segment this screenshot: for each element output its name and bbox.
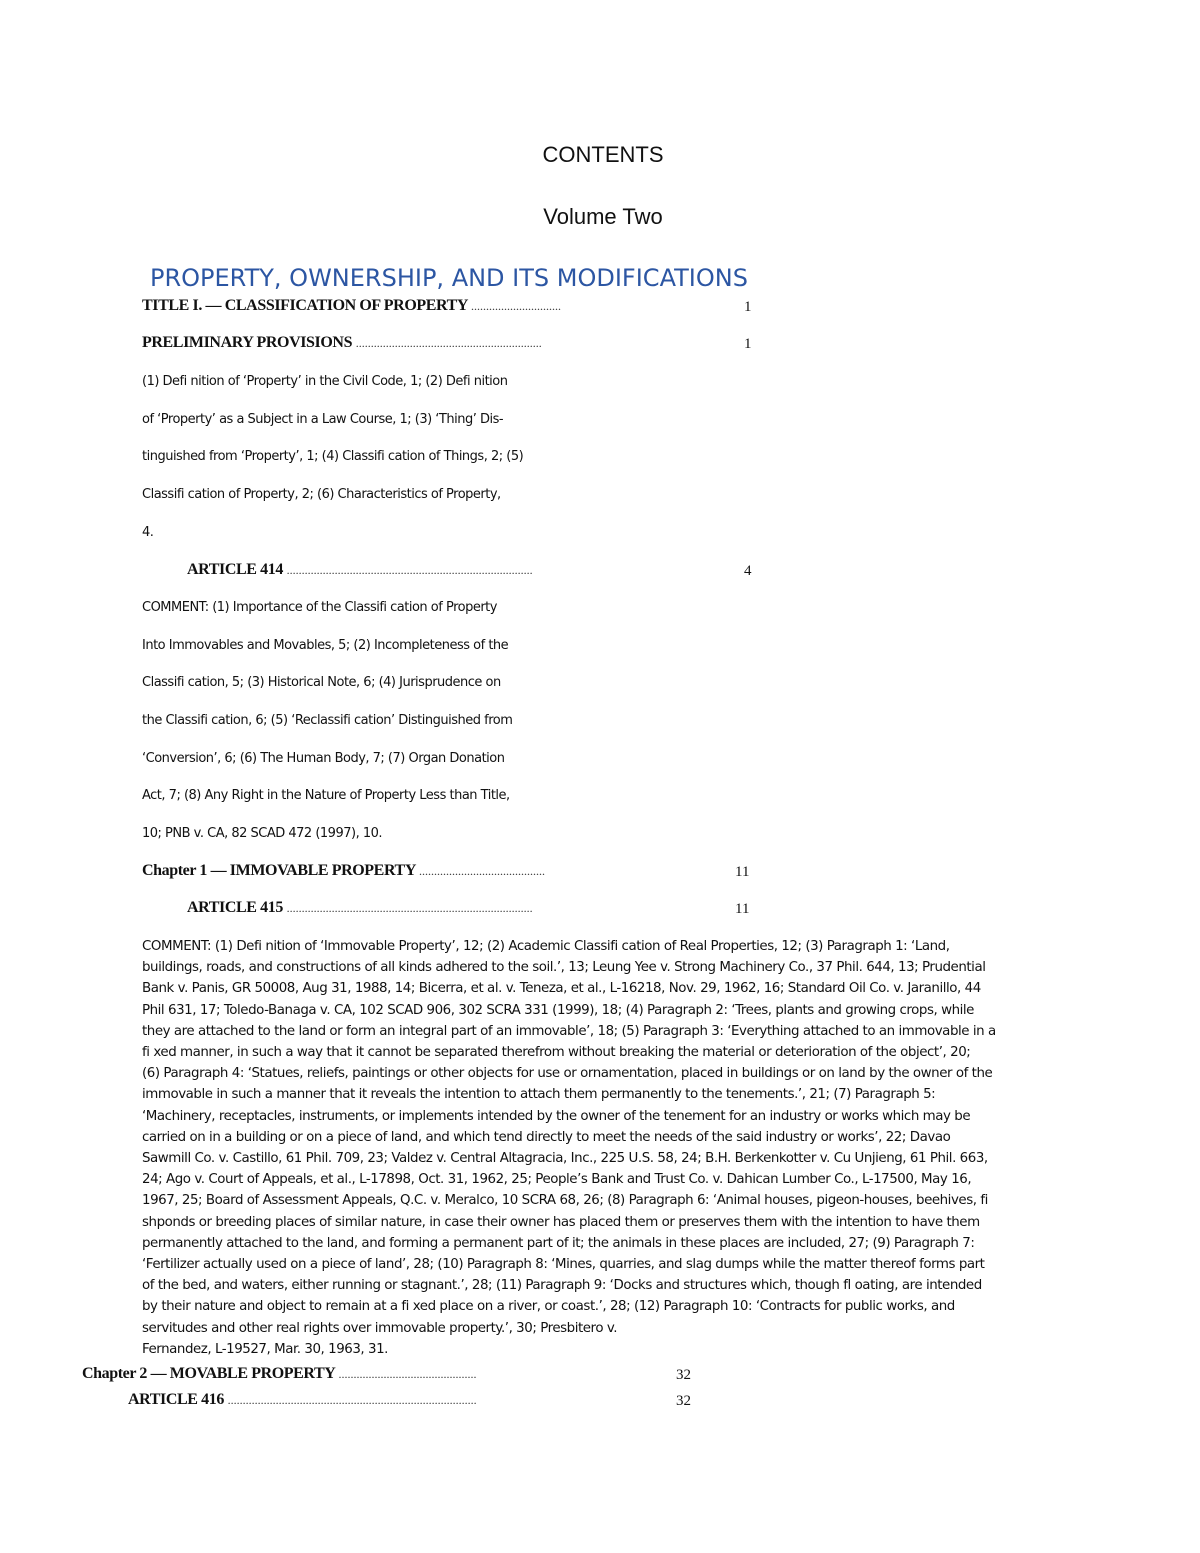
toc-summary-line: Act, 7; (8) Any Right in the Nature of Property Less than Title, bbox=[142, 788, 510, 803]
toc-entry-label: ARTICLE 415 bbox=[187, 899, 283, 916]
toc-summary-line: ‘Fertilizer actually used on a piece of land’, 28; (10) Paragraph 8: ‘Mines, quarries, and slag dumps while the matter thereof forms part bbox=[142, 1257, 985, 1273]
toc-summary-line: Fernandez, L-19527, Mar. 30, 1963, 31. bbox=[142, 1341, 388, 1357]
toc-entry-label: TITLE I. — CLASSIFICATION OF PROPERTY bbox=[142, 297, 468, 314]
toc-page-number: 11 bbox=[735, 864, 750, 880]
toc-summary-line: carried on in a building or on a piece of land, and which tend directly to meet the needs of the said industry or works’, 22; Davao bbox=[142, 1129, 951, 1145]
toc-entry-article-416[interactable] bbox=[128, 1391, 477, 1409]
toc-page-number: 1 bbox=[744, 299, 752, 315]
toc-summary-line: Classifi cation of Property, 2; (6) Characteristics of Property, bbox=[142, 487, 501, 502]
toc-page-number: 32 bbox=[676, 1367, 691, 1383]
toc-summary-paragraph bbox=[142, 936, 1062, 1360]
toc-summary-line: Sawmill Co. v. Castillo, 61 Phil. 709, 23; Valdez v. Central Altagracia, Inc., 225 U.S. 58, 24; B.H. Berkenkotter v. Cu Unjieng, 61 Phil. 663, bbox=[142, 1151, 988, 1167]
toc-summary-line: COMMENT: (1) Defi nition of ‘Immovable Property’, 12; (2) Academic Classifi cation of Real Properties, 12; (3) Paragraph 1: ‘Land, bbox=[142, 939, 950, 954]
toc-entry-label: Chapter 1 — IMMOVABLE PROPERTY bbox=[142, 862, 416, 879]
toc-summary-line: 4. bbox=[142, 525, 154, 540]
toc-summary-line: 24; Ago v. Court of Appeals, et al., L-17898, Oct. 31, 1962, 25; People’s Bank and Trust Co. v. Dahican Lumber Co., L-17500, May 16, bbox=[142, 1172, 972, 1188]
toc-page-number: 4 bbox=[744, 563, 752, 579]
toc-summary-line: of ‘Property’ as a Subject in a Law Course, 1; (3) ‘Thing’ Dis- bbox=[142, 412, 504, 427]
toc-page-number: 32 bbox=[676, 1393, 691, 1409]
toc-summary-line: by their nature and object to remain at a fi xed place on a river, or coast.’, 28; (12) Paragraph 10: ‘Contracts for public works, and bbox=[142, 1299, 955, 1315]
toc-leader-dots: .............................................. bbox=[338, 1367, 477, 1381]
volume-title: Volume Two bbox=[543, 204, 663, 229]
toc-leader-dots: ................................................................................... bbox=[227, 1393, 477, 1407]
page-heading: CONTENTS bbox=[542, 142, 664, 167]
toc-summary-line: 1967, 25; Board of Assessment Appeals, Q.C. v. Meralco, 10 SCRA 68, 26; (8) Paragraph 6: ‘Animal houses, pigeon-houses, beehives, fi bbox=[142, 1193, 988, 1209]
toc-entry-chapter-2[interactable] bbox=[82, 1365, 476, 1383]
toc-summary-line: (1) Defi nition of ‘Property’ in the Civil Code, 1; (2) Defi nition bbox=[142, 374, 508, 389]
toc-summary-line: of the bed, and waters, either running or stagnant.’, 28; (11) Paragraph 9: ‘Docks and structures which, though fl oating, are intended bbox=[142, 1278, 982, 1294]
toc-summary-line: Classifi cation, 5; (3) Historical Note, 6; (4) Jurisprudence on bbox=[142, 675, 501, 690]
toc-summary-line: they are attached to the land or form an integral part of an immovable’, 18; (5) Paragraph 3: ‘Everything attached to an immovable in a bbox=[142, 1023, 996, 1039]
toc-entry-label: PRELIMINARY PROVISIONS bbox=[142, 334, 353, 351]
toc-entry-label: Chapter 2 — MOVABLE PROPERTY bbox=[82, 1365, 335, 1382]
toc-entry-chapter-1[interactable] bbox=[142, 862, 545, 880]
subject-title: PROPERTY, OWNERSHIP, AND ITS MODIFICATIONS bbox=[150, 264, 748, 292]
toc-summary-line: 10; PNB v. CA, 82 SCAD 472 (1997), 10. bbox=[142, 826, 383, 841]
toc-leader-dots: .................................................................................. bbox=[286, 901, 533, 915]
toc-summary-line: fi xed manner, in such a way that it cannot be separated therefrom without breaking the material or deterioration of the object’, 20; bbox=[142, 1045, 971, 1061]
toc-summary-line: (6) Paragraph 4: ‘Statues, reliefs, paintings or other objects for use or ornamentation, placed in buildings or on land by the owner of the bbox=[142, 1066, 993, 1082]
toc-summary-line: ‘Conversion’, 6; (6) The Human Body, 7; (7) Organ Donation bbox=[142, 751, 505, 766]
toc-summary-line: tinguished from ‘Property’, 1; (4) Classifi cation of Things, 2; (5) bbox=[142, 449, 524, 464]
toc-entry-label: ARTICLE 414 bbox=[187, 561, 283, 578]
toc-entry-title-1[interactable] bbox=[142, 297, 561, 315]
toc-summary-line: Phil 631, 17; Toledo-Banaga v. CA, 102 SCAD 906, 302 SCRA 331 (1999), 18; (4) Paragraph 2: ‘Trees, plants and growing crops, while bbox=[142, 1002, 974, 1018]
toc-entry-article-415[interactable] bbox=[187, 899, 533, 917]
toc-leader-dots: .................................................................................. bbox=[286, 563, 533, 577]
toc-summary-line: Into Immovables and Movables, 5; (2) Incompleteness of the bbox=[142, 638, 509, 653]
toc-leader-dots: .............................................................. bbox=[355, 336, 542, 350]
toc-summary-line: shponds or breeding places of similar nature, in case their owner has placed them or preserves them with the intention to have them bbox=[142, 1214, 980, 1230]
toc-summary-line: Bank v. Panis, GR 50008, Aug 31, 1988, 14; Bicerra, et al. v. Teneza, et al., L-16218, Nov. 29, 1962, 16; Standard Oil Co. v. Jaranillo, 44 bbox=[142, 981, 981, 997]
toc-summary-line: COMMENT: (1) Importance of the Classifi cation of Property bbox=[142, 600, 497, 615]
toc-entry-article-414[interactable] bbox=[187, 561, 533, 579]
toc-summary-line: servitudes and other real rights over immovable property.’, 30; Presbitero v. bbox=[142, 1320, 618, 1336]
toc-leader-dots: .............................. bbox=[471, 299, 562, 313]
toc-summary-line: the Classifi cation, 6; (5) ‘Reclassifi cation’ Distinguished from bbox=[142, 713, 513, 728]
toc-summary-line: ‘Machinery, receptacles, instruments, or implements intended by the owner of the tenement for an industry or works which may be bbox=[142, 1108, 971, 1124]
toc-entry-label: ARTICLE 416 bbox=[128, 1391, 224, 1408]
toc-summary-line: permanently attached to the land, and forming a permanent part of it; the animals in these places are included, 27; (9) Paragraph 7: bbox=[142, 1235, 975, 1251]
toc-page-number: 11 bbox=[735, 901, 750, 917]
toc-leader-dots: .......................................... bbox=[419, 864, 545, 878]
toc-summary-line: buildings, roads, and constructions of all kinds adhered to the soil.’, 13; Leung Yee v. Strong Machinery Co., 37 Phil. 644, 13; Prudential bbox=[142, 960, 986, 976]
toc-summary-line: immovable in such a manner that it reveals the intention to attach them permanently to the tenements.’, 21; (7) Paragraph 5: bbox=[142, 1087, 936, 1103]
toc-page-number: 1 bbox=[744, 336, 752, 352]
toc-entry-preliminary[interactable] bbox=[142, 334, 542, 352]
